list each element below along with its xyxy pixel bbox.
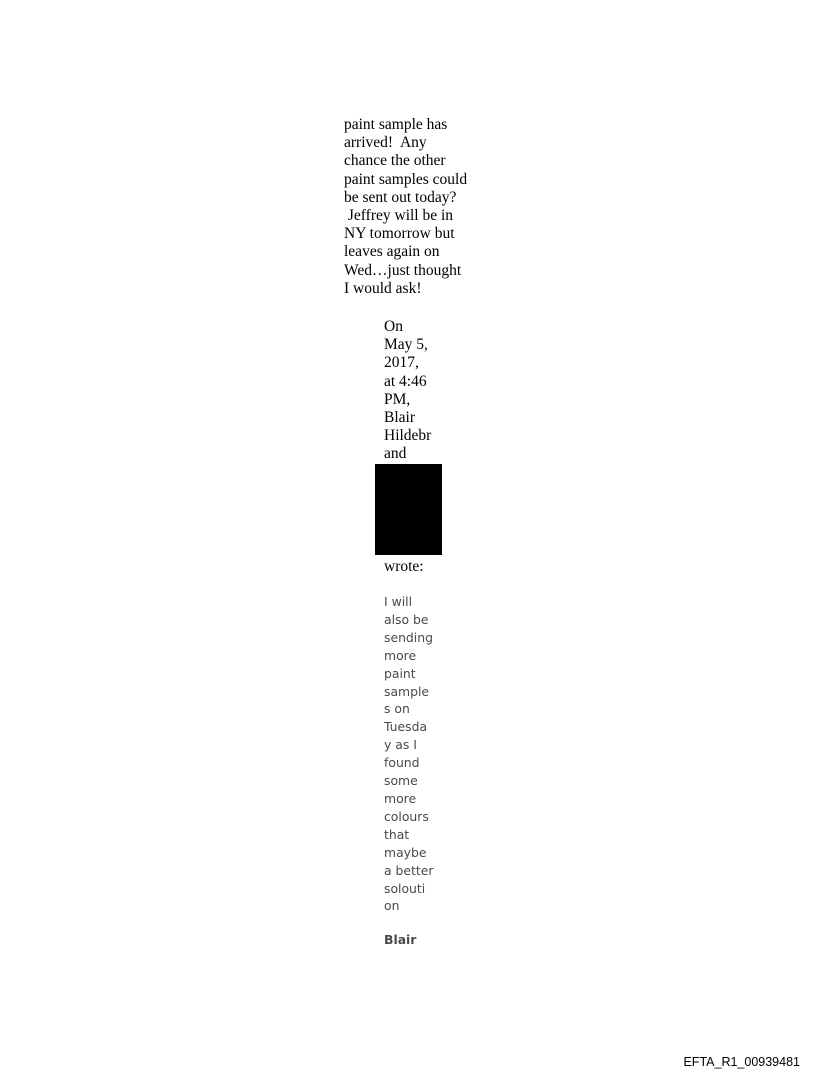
- attribution-wrote: wrote:: [384, 558, 424, 575]
- body-line: arrived! Any: [344, 134, 427, 152]
- attribution-line: and: [384, 445, 407, 463]
- quoted-message: [384, 593, 444, 915]
- attribution-line: Blair: [384, 409, 415, 427]
- attribution-line: On: [384, 318, 403, 335]
- quoted-line: on: [384, 898, 400, 914]
- signature: Blair: [384, 932, 417, 947]
- attribution-line: at 4:46: [384, 372, 427, 390]
- quoted-line: some: [384, 773, 418, 789]
- quoted-line: more: [384, 790, 417, 806]
- quoted-line: Tuesda: [384, 719, 428, 735]
- quote-attribution: [384, 318, 454, 464]
- attribution-line: PM,: [384, 390, 411, 408]
- quoted-line: s on: [384, 701, 410, 717]
- quoted-line: found: [384, 755, 420, 771]
- body-line: I would ask!: [344, 279, 422, 297]
- body-line: leaves again on: [344, 243, 440, 261]
- body-line: Jeffrey will be in: [344, 207, 454, 225]
- quoted-line: solouti: [384, 880, 426, 896]
- body-line: be sent out today?: [344, 188, 457, 206]
- quoted-line: more: [384, 647, 417, 663]
- body-line: paint sample has: [344, 116, 448, 133]
- quoted-line: y as I: [384, 737, 417, 753]
- document-id: EFTA_R1_00939481: [683, 1055, 800, 1069]
- quoted-line: a better: [384, 862, 434, 878]
- quoted-line: I will: [384, 594, 413, 609]
- body-line: chance the other: [344, 152, 446, 170]
- redaction-box: [375, 464, 442, 555]
- attribution-line: May 5,: [384, 336, 428, 354]
- attribution-line: Hildebr: [384, 427, 432, 445]
- quoted-line: sample: [384, 683, 430, 699]
- quoted-line: colours: [384, 808, 429, 824]
- attribution-line: 2017,: [384, 354, 419, 372]
- body-line: NY tomorrow but: [344, 225, 455, 243]
- quoted-line: also be: [384, 611, 429, 627]
- body-line: Wed…just thought: [344, 261, 462, 279]
- quoted-line: paint: [384, 665, 416, 681]
- quoted-line: sending: [384, 629, 433, 645]
- quoted-line: maybe: [384, 844, 427, 860]
- email-body: [344, 116, 484, 298]
- quoted-line: that: [384, 826, 410, 842]
- body-line: paint samples could: [344, 170, 468, 188]
